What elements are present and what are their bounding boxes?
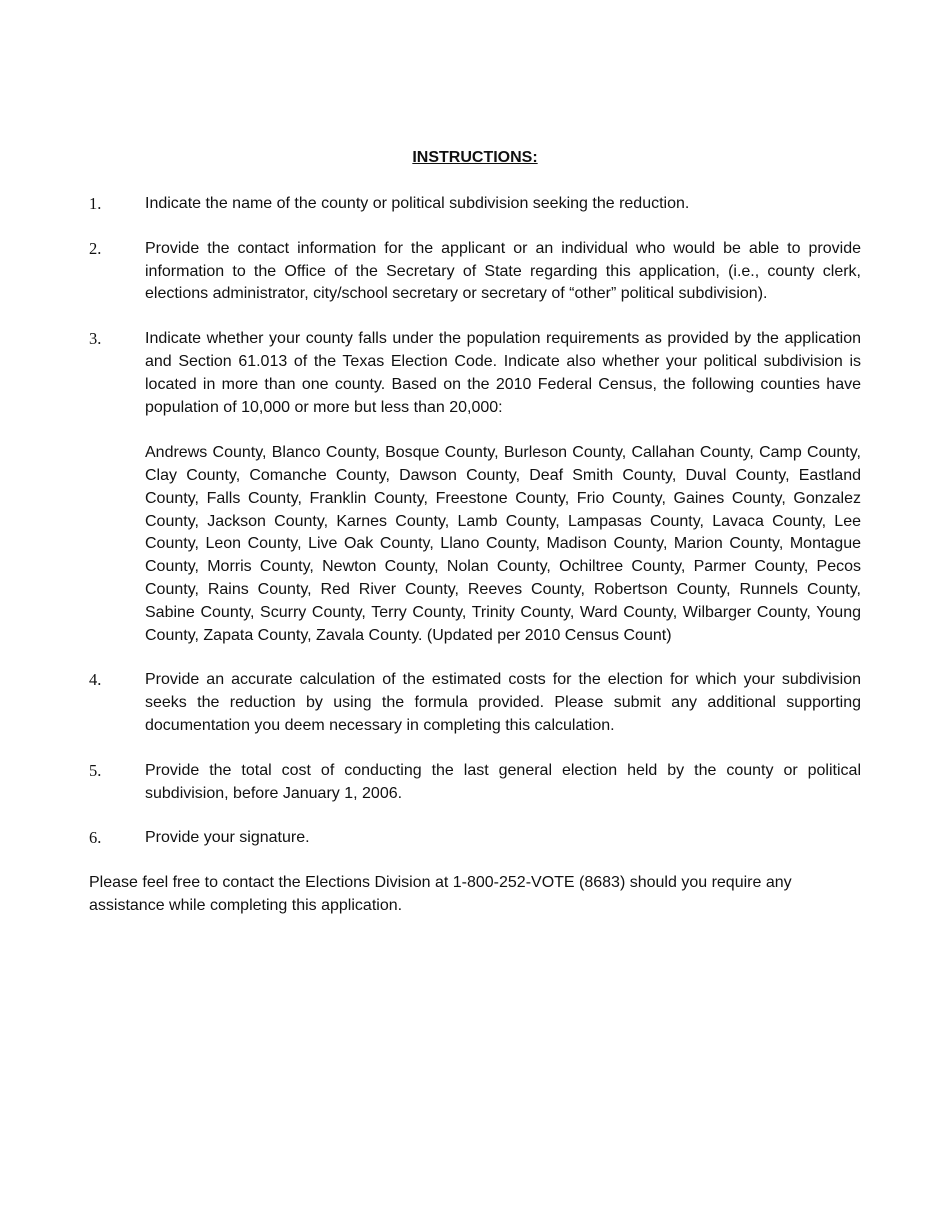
- instruction-item-1: [89, 193, 861, 216]
- instruction-text: [145, 193, 861, 216]
- instruction-paragraph: Provide the total cost of conducting the last general election held by the county or political subdivision, before January 1, 2006.: [145, 761, 861, 802]
- county-list: Andrews County, Blanco County, Bosque County, Burleson County, Callahan County, Camp County, Clay County, Comanche County, Dawson County, Deaf Smith County, Duval County, Eastland County, Falls County, Franklin County, Freestone County, Frio County, Gaines County, Gonzalez County, Jackson County, Karnes County, Lamb County, Lampasas County, Lavaca County, Lee County, Leon County, Live Oak County, Llano County, Madison County, Marion County, Montague County, Morris County, Newton County, Nolan County, Ochiltree County, Parmer County, Pecos County, Rains County, Red River County, Reeves County, Robertson County, Runnels County, Sabine County, Scurry County, Terry County, Trinity County, Ward County, Wilbarger County, Young County, Zapata County, Zavala County. (Updated per 2010 Census Count): [145, 444, 861, 644]
- instruction-number: 4.: [89, 670, 102, 690]
- instruction-text: [145, 669, 861, 737]
- instruction-text: [145, 328, 861, 647]
- instruction-number: 6.: [89, 828, 102, 848]
- instruction-item-4: [89, 669, 861, 737]
- closing-note: Please feel free to contact the Elections Division at 1-800-252-VOTE (8683) should you require any assistance while completing this application.: [89, 874, 792, 914]
- instruction-number: 5.: [89, 760, 102, 780]
- page-title: INSTRUCTIONS:: [412, 149, 538, 166]
- instruction-paragraph: Provide an accurate calculation of the estimated costs for the election for which your subdivision seeks the reduction by using the formula provided. Please submit any additional supporting documentation you deem necessary in completing this calculation.: [145, 671, 861, 734]
- instruction-text: [145, 238, 861, 306]
- instruction-item-6: [89, 827, 861, 850]
- instruction-item-5: [89, 760, 861, 806]
- instruction-number: 2.: [89, 238, 102, 258]
- instruction-item-2: [89, 238, 861, 306]
- instructions-list: [89, 193, 861, 918]
- instruction-number: 1.: [89, 194, 102, 213]
- instruction-text: [145, 760, 861, 806]
- instruction-item-3: [89, 328, 861, 647]
- instruction-number: 3.: [89, 329, 102, 349]
- instruction-paragraph: Indicate whether your county falls under the population requirements as provided by the application and Section 61.013 of the Texas Election Code. Indicate also whether your political subdivision is located in more than one county. Based on the 2010 Federal Census, the following counties have population of 10,000 or more but less than 20,000:: [145, 330, 861, 416]
- instruction-paragraph: Provide the contact information for the applicant or an individual who would be able to provide information to the Office of the Secretary of State regarding this application, (i.e., county clerk, elections administrator, city/school secretary or secretary of “other” political subdivision).: [145, 239, 861, 303]
- instruction-paragraph: Indicate the name of the county or political subdivision seeking the reduction.: [145, 195, 690, 212]
- instruction-paragraph: Provide your signature.: [145, 829, 310, 847]
- instruction-text: [145, 827, 861, 850]
